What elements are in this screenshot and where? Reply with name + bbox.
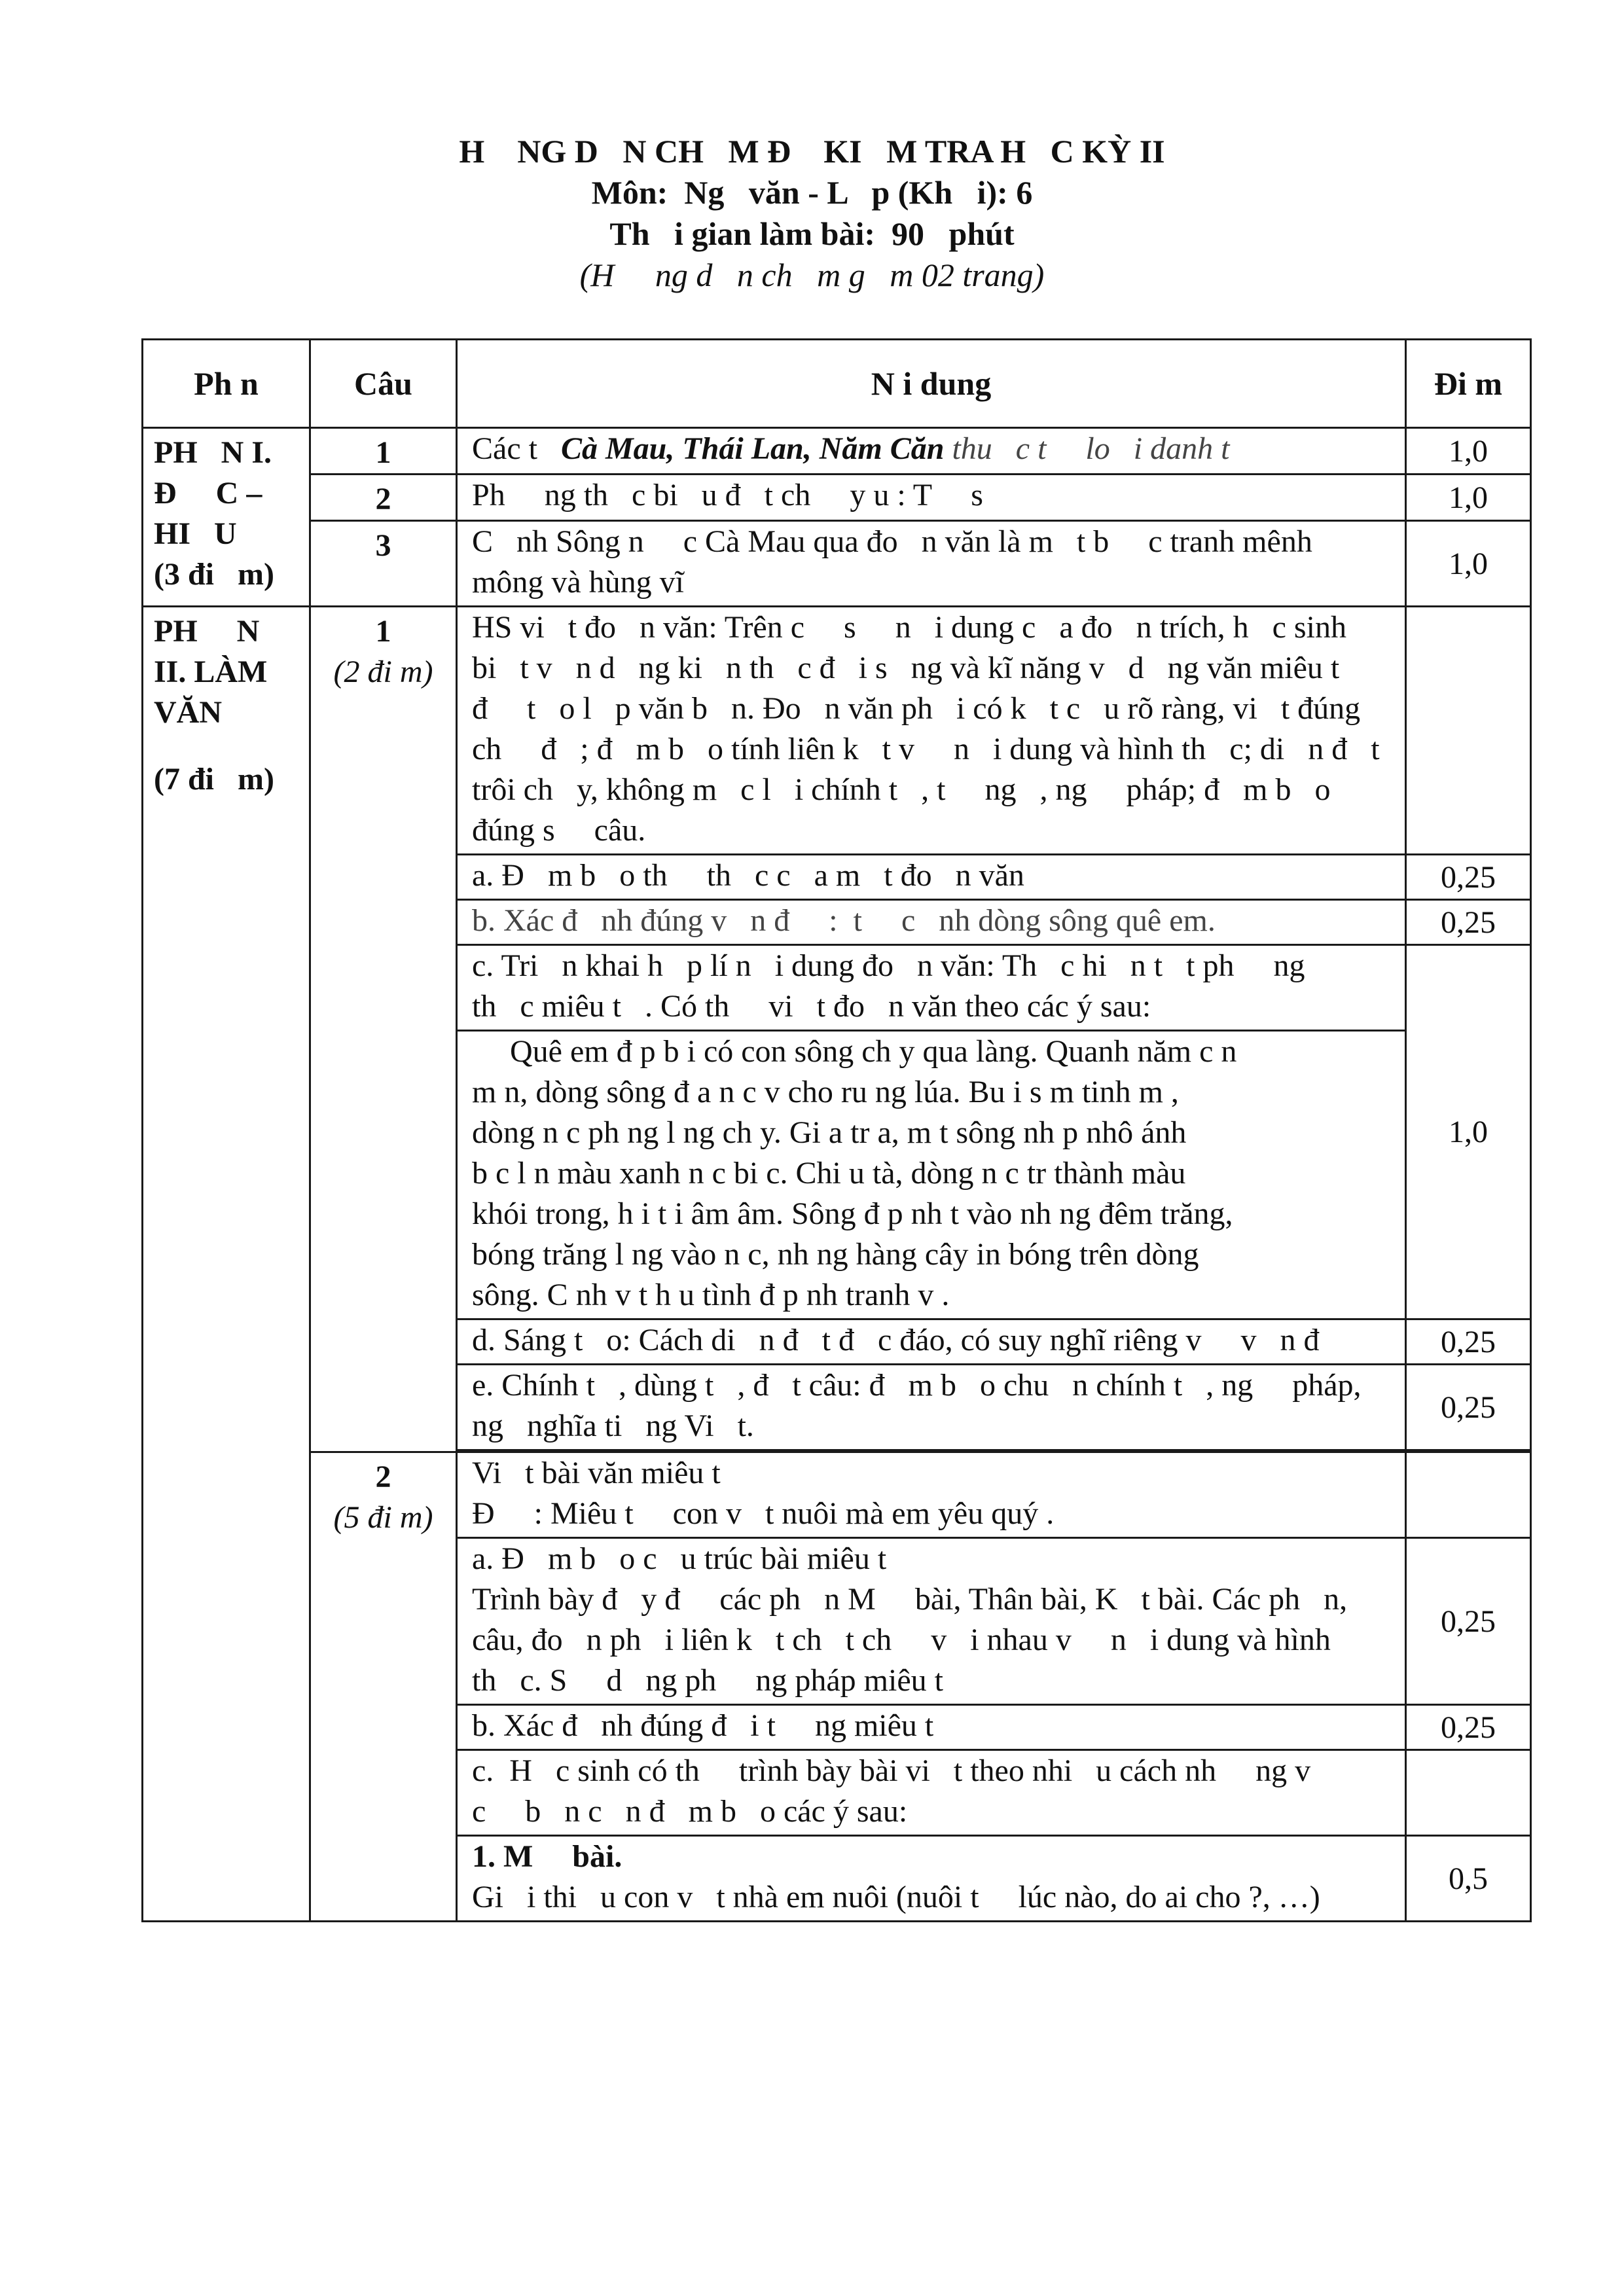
doc-subject: Môn: Ng văn - L p (Kh i): 6 (591, 174, 1033, 211)
part1-q3-score: 1,0 (1406, 521, 1531, 607)
header-score: Đi m (1406, 340, 1531, 428)
table-header-row (143, 340, 1531, 428)
part1-q1-score: 1,0 (1406, 428, 1531, 475)
table-row (143, 475, 1531, 521)
part2-q2-a-score: 0,25 (1406, 1538, 1531, 1705)
part1-q2-content: Ph ng th c bi u đ t ch y u : T s (457, 475, 1406, 521)
header-question: Câu (310, 340, 457, 428)
table-row (143, 1452, 1531, 1538)
part2-q1-b-score: 0,25 (1406, 900, 1531, 945)
part2-points: (7 đi m) (154, 762, 274, 797)
doc-time: Th i gian làm bài: 90 phút (609, 215, 1015, 252)
doc-title: H NG D N CH M Đ KI M TRA H C KỲ II (459, 133, 1165, 170)
header-content: N i dung (457, 340, 1406, 428)
part1-q3-num: 3 (310, 521, 457, 607)
part2-q1-c: c. Tri n khai h p lí n i dung đo n văn: Th c hi n t t ph ng th c miêu t . Có th vi t đo n văn theo các ý sau: (457, 945, 1406, 1031)
part2-q2-a: a. Đ m b o c u trúc bài miêu t Trình bày đ y đ các ph n M bài, Thân bài, K t bài. Các ph n, câu, đo n ph i liên k t ch t ch v i nhau v n i dung và hình th c. S d ng ph ng pháp miêu t (457, 1538, 1406, 1705)
part2-q1-intro-score (1406, 607, 1531, 855)
table-row (143, 428, 1531, 475)
part2-q2-c: c. H c sinh có th trình bày bài vi t theo nhi u cách nh ng v c b n c n đ m b o các ý sau: (457, 1750, 1406, 1836)
part2-q1-e-score: 0,25 (1406, 1365, 1531, 1450)
table-row (143, 521, 1531, 607)
part2-q2-b-score: 0,25 (1406, 1705, 1531, 1750)
part2-q2-intro: Vi t bài văn miêu t Đ : Miêu t con v t nuôi mà em yêu quý . (457, 1452, 1406, 1538)
part1-points: (3 đi m) (154, 557, 274, 592)
part2-q1-c-score: 1,0 (1406, 945, 1531, 1319)
part2-q1-intro: HS vi t đo n văn: Trên c s n i dung c a đo n trích, h c sinh bi t v n d ng ki n th c đ i s ng và kĩ năng v d ng văn miêu t đ t o l p văn b n. Đo n văn ph i có k t c u rõ ràng, vi t đúng ch đ ; đ m b o tính liên k t v n i dung và hình th c; di n đ t trôi ch y, không m c l i chính t , t ng , ng pháp; đ m b o đúng s câu. (457, 607, 1406, 855)
part2-q2-num: 2 (5 đi m) (310, 1452, 457, 1922)
part1-label: PH N I. Đ C – HI U (3 đi m) (143, 428, 310, 607)
table-row (143, 607, 1531, 855)
part2-label: PH N II. LÀM VĂN (7 đi m) (143, 607, 310, 1922)
part2-q1-b: b. Xác đ nh đúng v n đ : t c nh dòng sông quê em. (457, 900, 1406, 945)
part1-q3-content: C nh Sông n c Cà Mau qua đo n văn là m t b c tranh mênh mông và hùng vĩ (457, 521, 1406, 607)
part2-q1-d: d. Sáng t o: Cách di n đ t đ c đáo, có suy nghĩ riêng v v n đ (457, 1319, 1406, 1365)
part1-q2-score: 1,0 (1406, 475, 1531, 521)
part2-q1-a: a. Đ m b o th th c c a m t đo n văn (457, 855, 1406, 900)
doc-note: (H ng d n ch m g m 02 trang) (579, 257, 1045, 293)
part1-q1-content: Các t Cà Mau, Thái Lan, Năm Căn thu c t lo i danh t (457, 428, 1406, 475)
grading-table (141, 338, 1532, 1922)
part2-q2-b: b. Xác đ nh đúng đ i t ng miêu t (457, 1705, 1406, 1750)
part2-q1-e: e. Chính t , dùng t , đ t câu: đ m b o chu n chính t , ng pháp, ng nghĩa ti ng Vi t. (457, 1365, 1406, 1450)
part2-q1-d-score: 0,25 (1406, 1319, 1531, 1365)
part1-q1-num: 1 (310, 428, 457, 475)
part2-q2-mo-bai: 1. M bài. Gi i thi u con v t nhà em nuôi (nuôi t lúc nào, do ai cho ?, …) (457, 1836, 1406, 1922)
document-header (0, 131, 1624, 296)
part2-q1-a-score: 0,25 (1406, 855, 1531, 900)
part2-q2-intro-score (1406, 1452, 1531, 1538)
header-part: Ph n (143, 340, 310, 428)
part1-q2-num: 2 (310, 475, 457, 521)
part2-q2-c-score (1406, 1750, 1531, 1836)
part2-q1-sample: Quê em đ p b i có con sông ch y qua làng. Quanh năm c n m n, dòng sông đ a n c v cho ru ng lúa. Bu i s m tinh m , dòng n c ph ng l ng ch y. Gi a tr a, m t sông nh p nhô ánh b c l n màu xanh n c bi c. Chi u tà, dòng n c tr thành màu khói trong, h i t i âm âm. Sông đ p nh t vào nh ng đêm trăng, bóng trăng l ng vào n c, nh ng hàng cây in bóng trên dòng sông. C nh v t h u tình đ p nh tranh v . (457, 1031, 1406, 1319)
part2-q2-mo-bai-score: 0,5 (1406, 1836, 1531, 1922)
part2-q1-num: 1 (2 đi m) (310, 607, 457, 1452)
